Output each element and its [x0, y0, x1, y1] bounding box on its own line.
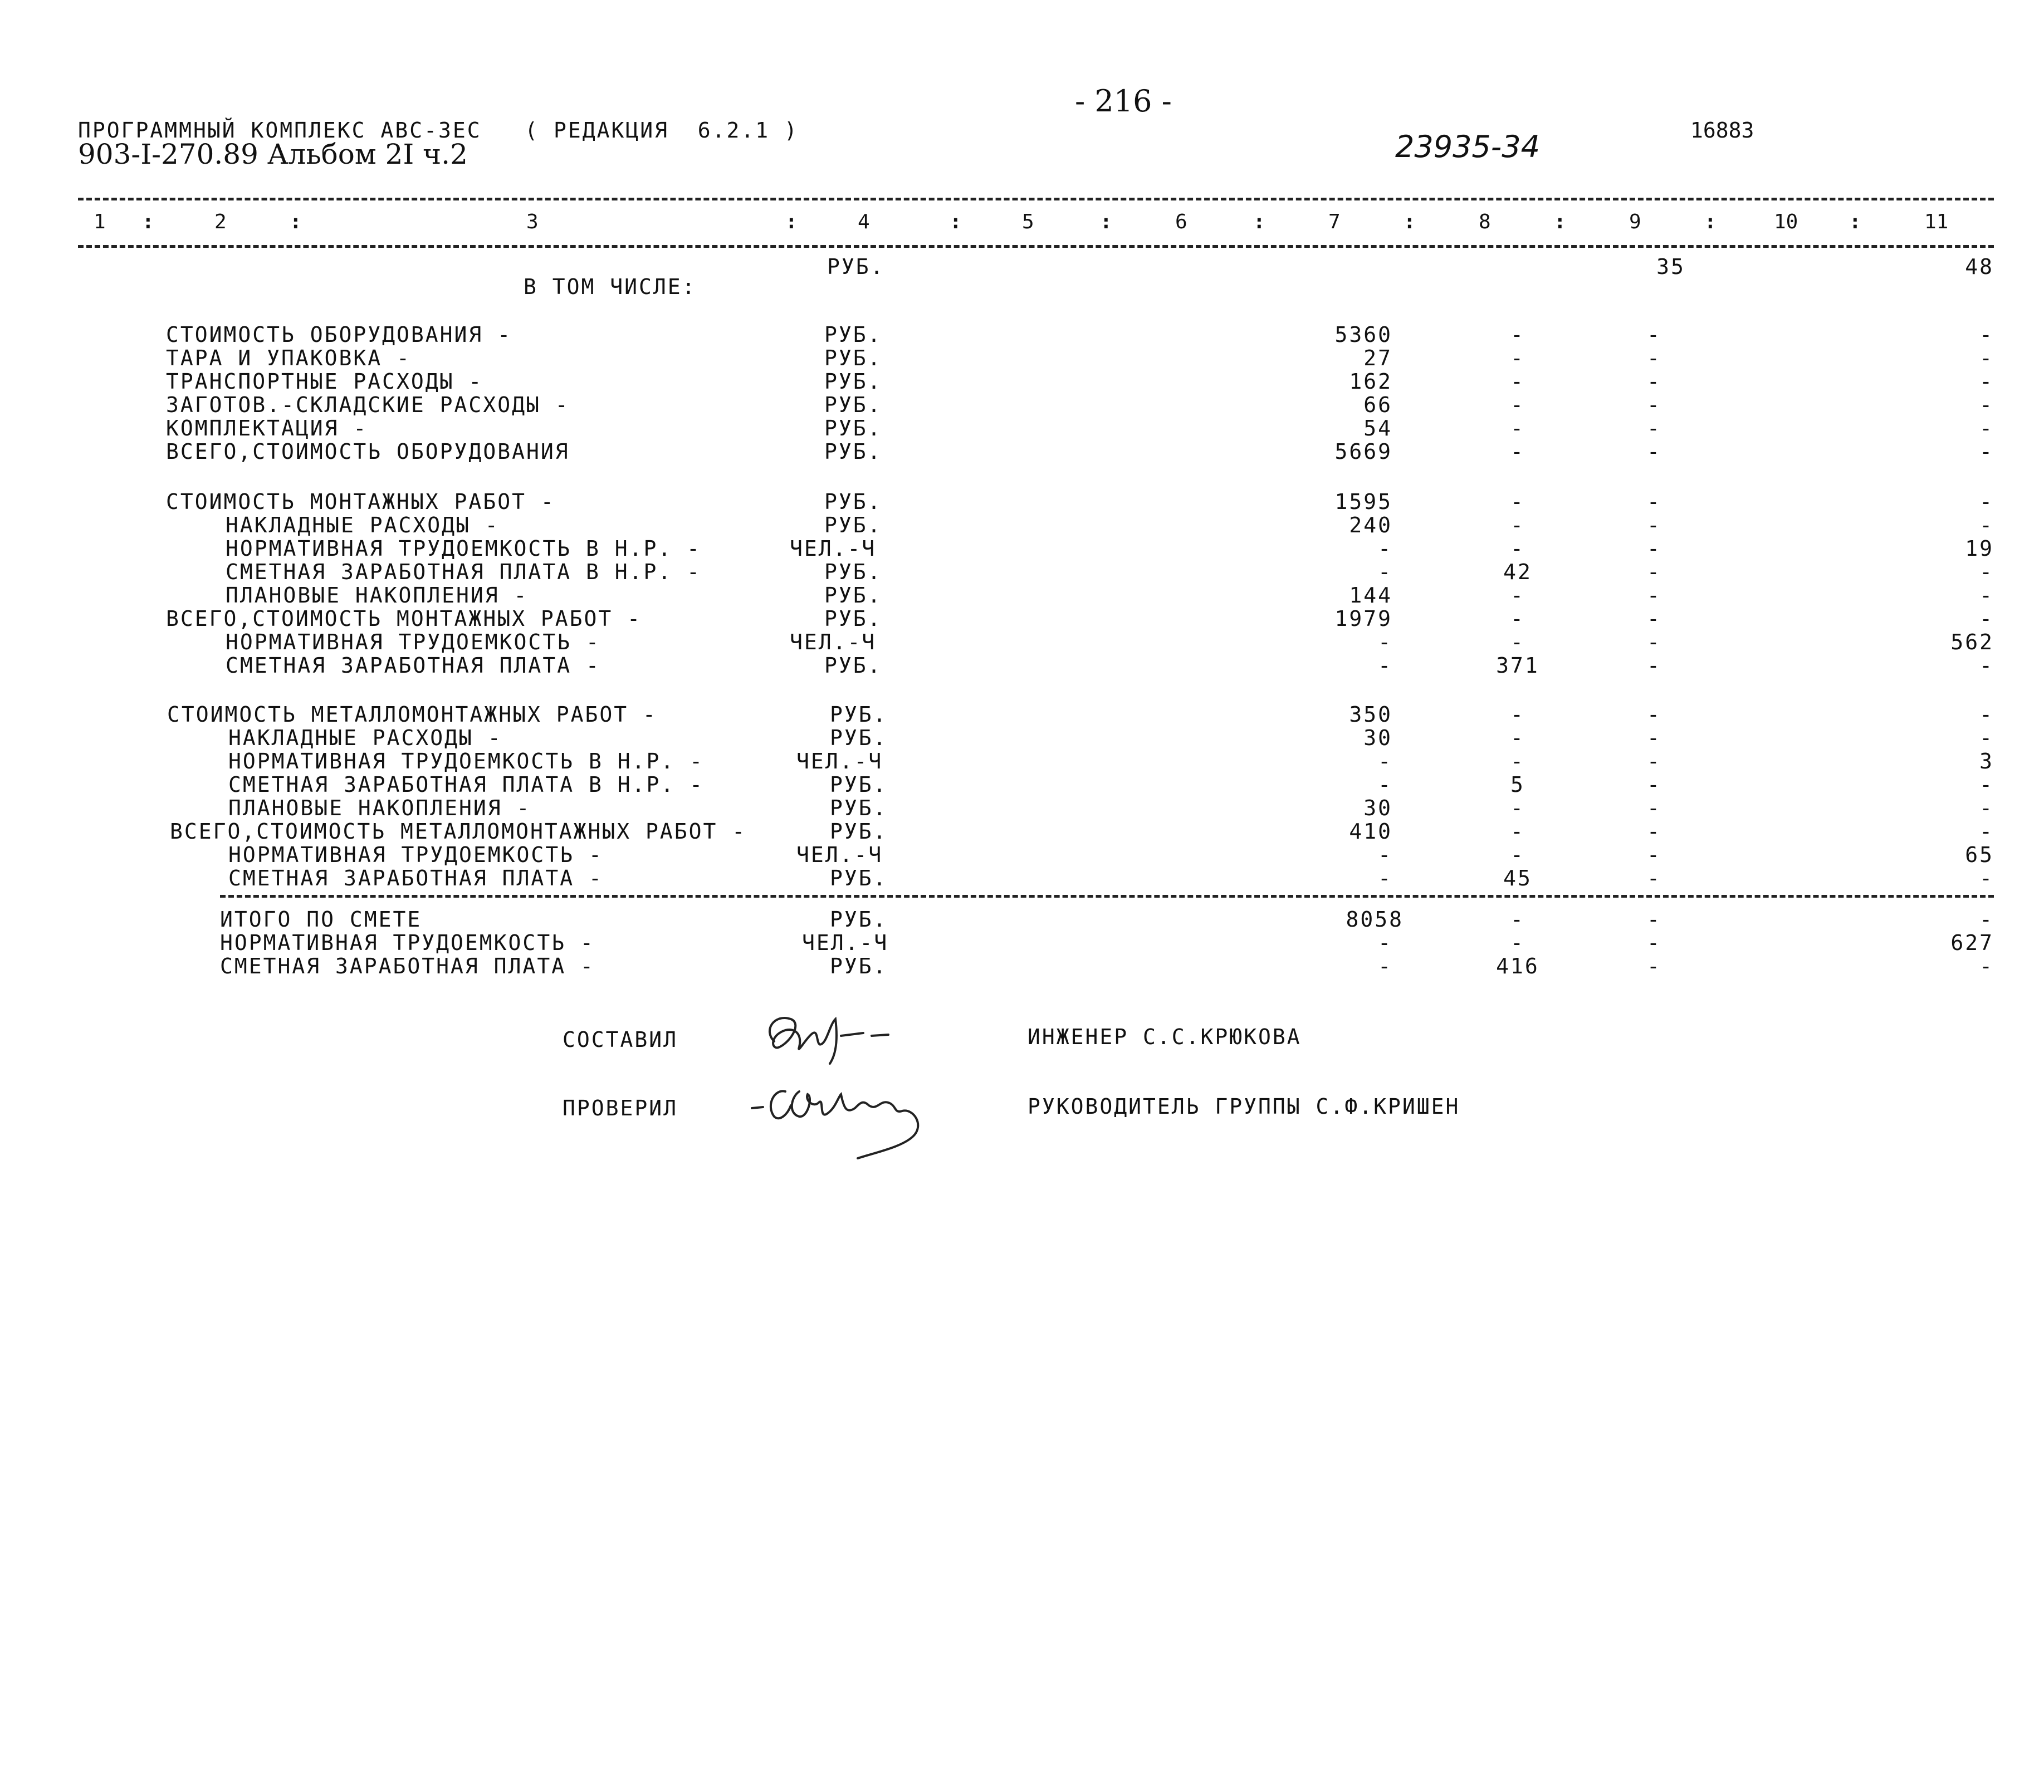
table-row — [0, 513, 2044, 537]
column-number: 9 — [1629, 210, 1641, 233]
unit-cell: РУБ. — [824, 322, 882, 347]
unit-cell: РУБ. — [824, 513, 882, 537]
col8-cell: - — [1510, 489, 1525, 514]
col8-cell: - — [1510, 393, 1525, 417]
row-label: ВСЕГО,СТОИМОСТЬ МОНТАЖНЫХ РАБОТ - — [166, 606, 642, 631]
column-number: 7 — [1328, 210, 1341, 233]
row-label: НОРМАТИВНАЯ ТРУДОЕМКОСТЬ В Н.Р. - — [228, 749, 704, 773]
col8-cell: - — [1510, 322, 1525, 347]
unit-cell: ЧЕЛ.-Ч — [796, 843, 883, 867]
col7-cell: - — [1378, 931, 1392, 955]
col7-cell: 350 — [1349, 702, 1392, 727]
signature-composed — [752, 1002, 919, 1075]
table-row — [0, 908, 2044, 931]
col8-cell: - — [1510, 369, 1525, 394]
unit-cell: РУБ. — [824, 416, 882, 440]
col7-cell: 240 — [1349, 513, 1392, 537]
col11-cell: 19 — [1965, 536, 1994, 561]
col8-cell: - — [1510, 346, 1525, 370]
table-row — [0, 490, 2044, 513]
checked-by-label: ПРОВЕРИЛ — [563, 1096, 678, 1120]
col11-cell: - — [1979, 772, 1994, 797]
col7-cell: 162 — [1349, 369, 1392, 394]
table-row — [0, 954, 2044, 978]
column-number: 6 — [1175, 210, 1187, 233]
column-number: 5 — [1022, 210, 1034, 233]
row-label: СМЕТНАЯ ЗАРАБОТНАЯ ПЛАТА - — [220, 954, 595, 978]
row-label: СМЕТНАЯ ЗАРАБОТНАЯ ПЛАТА - — [228, 866, 603, 890]
checked-by-name: РУКОВОДИТЕЛЬ ГРУППЫ С.Ф.КРИШЕН — [1028, 1094, 1460, 1119]
unit-cell: ЧЕЛ.-Ч — [802, 931, 889, 955]
col9-cell: - — [1647, 346, 1661, 370]
col8-cell: 416 — [1496, 954, 1539, 978]
col8-cell: - — [1510, 416, 1525, 440]
col9-cell: - — [1647, 416, 1661, 440]
col9-cell: - — [1647, 796, 1661, 820]
table-row — [0, 796, 2044, 820]
col9-cell: - — [1647, 630, 1661, 654]
row-label: ЗАГОТОВ.-СКЛАДСКИЕ РАСХОДЫ - — [166, 393, 570, 417]
unit-cell: РУБ. — [824, 583, 882, 608]
row-label: НОРМАТИВНАЯ ТРУДОЕМКОСТЬ В Н.Р. - — [226, 536, 701, 561]
col9-cell: - — [1647, 513, 1661, 537]
column-separator: : — [1849, 210, 1861, 233]
col8-cell: - — [1510, 439, 1525, 464]
col8-cell: - — [1510, 907, 1525, 932]
table-row — [0, 370, 2044, 393]
col8-cell: - — [1510, 536, 1525, 561]
unit-cell: РУБ. — [824, 369, 882, 394]
col11-cell: - — [1979, 954, 1994, 978]
col9-cell: - — [1647, 772, 1661, 797]
col7-cell: - — [1378, 749, 1392, 773]
unit-cell: РУБ. — [827, 254, 885, 279]
row-label: НАКЛАДНЫЕ РАСХОДЫ - — [226, 513, 500, 537]
col9-cell: - — [1647, 726, 1661, 750]
col9-cell: - — [1647, 843, 1661, 867]
col9-cell: - — [1647, 489, 1661, 514]
column-number: 1 — [94, 210, 106, 233]
col9-cell: - — [1647, 954, 1661, 978]
unit-cell: РУБ. — [830, 726, 888, 750]
column-number: 3 — [526, 210, 539, 233]
unit-cell: ЧЕЛ.-Ч — [790, 536, 877, 561]
col7-cell: 5360 — [1334, 322, 1392, 347]
table-row — [0, 931, 2044, 954]
col8-cell: - — [1510, 749, 1525, 773]
col8-cell: 371 — [1496, 653, 1539, 678]
table-row — [0, 820, 2044, 843]
col7-cell: - — [1378, 560, 1392, 584]
col11-cell: - — [1979, 439, 1994, 464]
column-separator: : — [1404, 210, 1416, 233]
document-number: 16883 — [1690, 118, 1754, 143]
col8-cell: - — [1510, 702, 1525, 727]
row-label: ТРАНСПОРТНЫЕ РАСХОДЫ - — [166, 369, 483, 394]
unit-cell: РУБ. — [824, 346, 882, 370]
row-label: ИТОГО ПО СМЕТЕ — [220, 907, 422, 932]
table-row — [0, 843, 2044, 866]
col11-cell: - — [1979, 513, 1994, 537]
table-row — [0, 393, 2044, 417]
row-label: НОРМАТИВНАЯ ТРУДОЕМКОСТЬ - — [228, 843, 603, 867]
table-top-rule — [78, 198, 1994, 200]
col11-cell: - — [1979, 416, 1994, 440]
unit-cell: РУБ. — [824, 606, 882, 631]
column-number: 10 — [1774, 210, 1798, 233]
column-separator: : — [1100, 210, 1112, 233]
col9-cell: - — [1647, 866, 1661, 890]
column-separator: : — [142, 210, 154, 233]
table-row — [0, 440, 2044, 463]
col9-cell: - — [1647, 536, 1661, 561]
col7-cell: 410 — [1349, 819, 1392, 844]
unit-cell: РУБ. — [830, 954, 888, 978]
column-number: 2 — [214, 210, 227, 233]
col9-cell: - — [1647, 560, 1661, 584]
table-row — [0, 773, 2044, 796]
col11-cell: - — [1979, 346, 1994, 370]
col7-cell: - — [1378, 630, 1392, 654]
col7-cell: 5669 — [1334, 439, 1392, 464]
col11-cell: - — [1979, 606, 1994, 631]
col9-cell: - — [1647, 653, 1661, 678]
table-row — [0, 630, 2044, 654]
column-separator: : — [785, 210, 798, 233]
table-row — [0, 346, 2044, 370]
col9-cell: - — [1647, 369, 1661, 394]
col8-cell: - — [1510, 819, 1525, 844]
row-label: СМЕТНАЯ ЗАРАБОТНАЯ ПЛАТА - — [226, 653, 600, 678]
col7-cell: - — [1378, 843, 1392, 867]
col7-cell: 66 — [1363, 393, 1392, 417]
col11-cell: 65 — [1965, 843, 1994, 867]
unit-cell: ЧЕЛ.-Ч — [796, 749, 883, 773]
col11-cell: 3 — [1979, 749, 1994, 773]
col9-cell: - — [1647, 702, 1661, 727]
column-separator: : — [1554, 210, 1566, 233]
col11-cell: - — [1979, 322, 1994, 347]
col7-cell: 8058 — [1346, 907, 1404, 932]
row-label: ПЛАНОВЫЕ НАКОПЛЕНИЯ - — [228, 796, 531, 820]
signature-checked — [746, 1075, 969, 1169]
col9-cell: - — [1647, 439, 1661, 464]
row-label: НОРМАТИВНАЯ ТРУДОЕМКОСТЬ - — [226, 630, 600, 654]
table-row — [0, 703, 2044, 726]
unit-cell: РУБ. — [830, 702, 888, 727]
col7-cell: - — [1378, 954, 1392, 978]
row-label: СТОИМОСТЬ МОНТАЖНЫХ РАБОТ - — [166, 489, 555, 514]
col7-cell: - — [1378, 536, 1392, 561]
column-separator: : — [290, 210, 302, 233]
unit-cell: РУБ. — [830, 907, 888, 932]
col9-cell: - — [1647, 931, 1661, 955]
composed-by-label: СОСТАВИЛ — [563, 1027, 678, 1052]
col9-cell: - — [1647, 583, 1661, 608]
col11-cell: - — [1979, 907, 1994, 932]
row-label: ТАРА И УПАКОВКА - — [166, 346, 411, 370]
col7-cell: 1979 — [1334, 606, 1392, 631]
page-number: - 216 - — [1075, 84, 1172, 119]
total-rule — [220, 895, 1994, 898]
col8-cell: 42 — [1503, 560, 1532, 584]
unit-cell: РУБ. — [824, 653, 882, 678]
col7-cell: - — [1378, 653, 1392, 678]
col11-cell: - — [1979, 726, 1994, 750]
col9-cell: - — [1647, 322, 1661, 347]
col11-cell: 562 — [1950, 630, 1994, 654]
table-row — [0, 323, 2044, 346]
composed-by-name: ИНЖЕНЕР С.С.КРЮКОВА — [1028, 1025, 1302, 1049]
row-label: ВСЕГО,СТОИМОСТЬ МЕТАЛЛОМОНТАЖНЫХ РАБОТ - — [170, 819, 747, 844]
col8-cell: - — [1510, 726, 1525, 750]
col7-cell: 144 — [1349, 583, 1392, 608]
col7-cell: 30 — [1363, 796, 1392, 820]
unit-cell: РУБ. — [824, 439, 882, 464]
document-code: 23935-34 — [1395, 129, 1540, 164]
col8-cell: - — [1510, 796, 1525, 820]
table-row — [0, 537, 2044, 560]
col8-cell: 5 — [1510, 772, 1525, 797]
table-row — [0, 654, 2044, 677]
col7-cell: 1595 — [1334, 489, 1392, 514]
unit-cell: ЧЕЛ.-Ч — [790, 630, 877, 654]
col8-cell: - — [1510, 583, 1525, 608]
table-row — [0, 726, 2044, 750]
row-label: СМЕТНАЯ ЗАРАБОТНАЯ ПЛАТА В Н.Р. - — [228, 772, 704, 797]
col11-cell: - — [1979, 796, 1994, 820]
table-header-rule — [78, 245, 1994, 248]
table-row — [0, 560, 2044, 584]
col11-cell: - — [1979, 489, 1994, 514]
col11-cell: - — [1979, 653, 1994, 678]
column-number: 8 — [1479, 210, 1491, 233]
row-label: НАКЛАДНЫЕ РАСХОДЫ - — [228, 726, 502, 750]
col11-cell: - — [1979, 560, 1994, 584]
col11-cell: - — [1979, 819, 1994, 844]
table-row — [0, 417, 2044, 440]
col9-cell: - — [1647, 819, 1661, 844]
col11-cell: - — [1979, 583, 1994, 608]
col9-cell: 35 — [1656, 254, 1685, 279]
unit-cell: РУБ. — [824, 560, 882, 584]
col8-cell: - — [1510, 630, 1525, 654]
table-row — [0, 607, 2044, 630]
col7-cell: 27 — [1363, 346, 1392, 370]
table-row — [0, 275, 2044, 298]
column-separator: : — [1704, 210, 1717, 233]
unit-cell: РУБ. — [830, 796, 888, 820]
column-number: 11 — [1924, 210, 1949, 233]
col11-cell: - — [1979, 866, 1994, 890]
table-row — [0, 750, 2044, 773]
row-label: СМЕТНАЯ ЗАРАБОТНАЯ ПЛАТА В Н.Р. - — [226, 560, 701, 584]
col11-cell: - — [1979, 393, 1994, 417]
row-label: КОМПЛЕКТАЦИЯ - — [166, 416, 368, 440]
col9-cell: - — [1647, 907, 1661, 932]
table-row — [0, 866, 2044, 890]
row-label: НОРМАТИВНАЯ ТРУДОЕМКОСТЬ - — [220, 931, 595, 955]
section-label: В ТОМ ЧИСЛЕ: — [524, 275, 697, 299]
row-label: ПЛАНОВЫЕ НАКОПЛЕНИЯ - — [226, 583, 529, 608]
col9-cell: - — [1647, 606, 1661, 631]
unit-cell: РУБ. — [830, 819, 888, 844]
col11-cell: 48 — [1965, 254, 1994, 279]
col7-cell: - — [1378, 772, 1392, 797]
col8-cell: 45 — [1503, 866, 1532, 890]
row-label: СТОИМОСТЬ ОБОРУДОВАНИЯ - — [166, 322, 512, 347]
unit-cell: РУБ. — [824, 489, 882, 514]
col8-cell: - — [1510, 606, 1525, 631]
col8-cell: - — [1510, 513, 1525, 537]
unit-cell: РУБ. — [830, 772, 888, 797]
row-label: СТОИМОСТЬ МЕТАЛЛОМОНТАЖНЫХ РАБОТ - — [167, 702, 657, 727]
column-number: 4 — [858, 210, 870, 233]
table-row — [0, 584, 2044, 607]
col9-cell: - — [1647, 749, 1661, 773]
row-label: ВСЕГО,СТОИМОСТЬ ОБОРУДОВАНИЯ — [166, 439, 570, 464]
unit-cell: РУБ. — [824, 393, 882, 417]
col11-cell: - — [1979, 369, 1994, 394]
column-separator: : — [1253, 210, 1265, 233]
album-reference: 903-I-270.89 Альбом 2I ч.2 — [78, 138, 468, 170]
column-separator: : — [950, 210, 962, 233]
col7-cell: - — [1378, 866, 1392, 890]
unit-cell: РУБ. — [830, 866, 888, 890]
col7-cell: 30 — [1363, 726, 1392, 750]
col11-cell: 627 — [1950, 931, 1994, 955]
program-line: ПРОГРАММНЫЙ КОМПЛЕКС АВС-3ЕС ( РЕДАКЦИЯ 6.2.1 ) — [78, 118, 799, 143]
col8-cell: - — [1510, 931, 1525, 955]
col9-cell: - — [1647, 393, 1661, 417]
col11-cell: - — [1979, 702, 1994, 727]
col7-cell: 54 — [1363, 416, 1392, 440]
col8-cell: - — [1510, 843, 1525, 867]
